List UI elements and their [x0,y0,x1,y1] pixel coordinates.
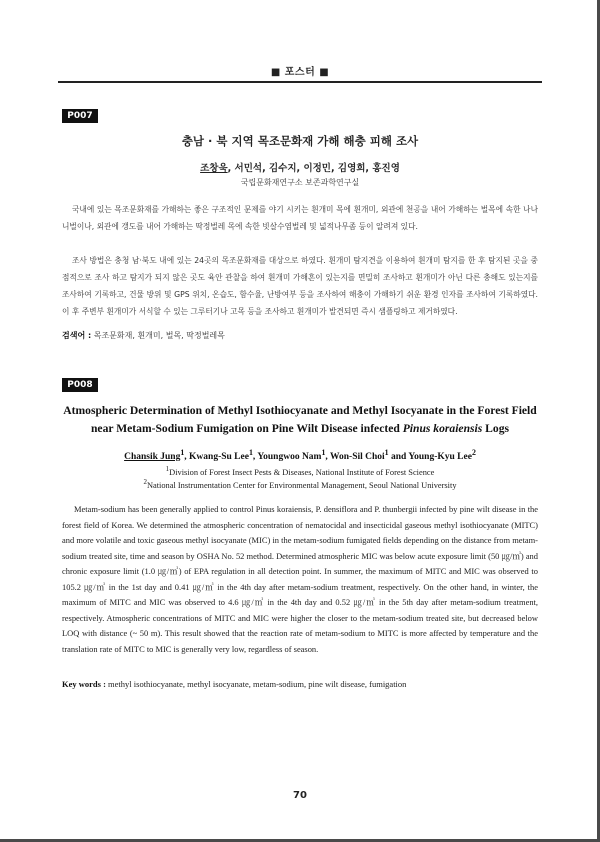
presenting-author: 조창욱 [200,163,228,174]
poster-authors: Chansik Jung$^1$, Kwang-Su Lee$^1$, Youngwoo Nam$^1$, Won-Sil Choi$^1$ and Young-Kyu Lee$^2$ [124,448,476,463]
affil-marker: 1 [180,448,185,457]
title-line: near Metam-Sodium Fumigation on Pine Wilt Disease infected Pinus koraiensis Logs [90,422,510,435]
abstract-paragraph: 국내에 있는 목조문화재를 가해하는 좋은 구조적인 문제를 야기 시키는 흰개미 목에 흰개미, 외관에 천공을 내어 가해하는 벌목에 속한 나나니벌이나, 외관에 갱도를 내어 가해하는 딱정벌레 목에 속한 빗살수염벌레 및 넓적나무좀 등이 알려져 있다. [62,205,538,231]
keywords-label: Key words : [62,679,106,689]
title-line: Atmospheric Determination of Methyl Isothiocyanate and Methyl Isocyanate in the Forest Field [63,404,537,417]
affiliation: $^2$National Instrumentation Center for Environmental Management, Seoul National University [143,478,457,490]
affil-marker: 2 [471,448,476,457]
affil-marker: 1 [384,448,389,457]
presenting-author: Chansik Jung [124,452,181,463]
abstract-paragraph: 조사 방법은 충청 남·북도 내에 있는 24곳의 목조문화재를 대상으로 하였다. 흰개미 탐지견을 이용하여 흰개미 탐지를 한 후 탐지된 곳을 중점적으로 조사 하고 탐지가 되지 않은 곳도 육안 관찰을 하여 흰개미 가해흔이 있는지를 면밀히 조사하고 흰개미가 아닌 다른 충해도 있는지를 조사하여 기록하고, 건물 방위 및 GPS 위치, 온습도, 함수율, 난방여부 등을 조사하여 해충이 가해하기 쉬운 환경 인자를 조사하여 기록하였다. 이 후 주변부 흰개미가 서식할 수 있는 그루터기나 고목 등을 조사하고 흰개미가 발견되면 즉시 샘플링하고 제거하였다. [62,256,538,316]
keywords-label: 검색어 : [62,331,92,340]
co-authors: , 서민석, 김수지, 이정민, 김영희, 홍진영 [227,163,400,174]
keywords [62,330,225,341]
keywords-list: 목조문화재, 흰개미, 벌목, 딱정벌레목 [91,331,225,340]
page-number: 70 [293,790,307,801]
header-rule [58,81,542,83]
poster-title: 충남 · 북 지역 목조문화재 가해 해충 피해 조사 [181,134,419,148]
poster-title [62,402,538,438]
species-name: Pinus koraiensis [402,422,483,435]
co-author: Won-Sil Choi [330,452,385,463]
affil-marker: 1 [321,448,326,457]
affil-marker: 2 [143,478,147,486]
section-header: ■ 포스터 ■ [270,67,330,78]
poster-affiliation: 국립문화재연구소 보존과학연구실 [240,178,360,187]
affil-marker: 1 [248,448,253,457]
keywords-list: methyl isothiocyanate, methyl isocyanate, metam-sodium, pine wilt disease, fumigation [105,679,407,689]
abstract-paragraph: Metam-sodium has been generally applied to control Pinus koraiensis, P. densiflora and P. thunbergii infected by pine wilt disease in the forest field of Korea. We determined the atmospheric concentration of nematocidal and insecticidal gaseous methyl isothiocyanate (MITC) and more volatile and toxic gaseous methyl isocyanate (MIC) in the metam-sodium fumigated fields depending on the distance from metam-sodium treated site, time and season by OSHA No. 52 method. Determined atmospheric MIC was below acute exposure limit (50 ㎍/㎥) and chronic exposure limit (1.0 ㎍/㎥) of EPA regulation in all detection point. In summer, the maximum of MITC and MIC was observed to 105.2 ㎍/㎥ in the 1st day and 0.41 ㎍/㎥ in the 4th day after metam-sodium treatment, respectively. On the other hand, in winter, the maximum of MITC and MIC was observed to 4.6 ㎍/㎥ in the 4th day and 0.52 ㎍/㎥ in the 5th day after metam-sodium treatment, respectively. Atmospheric concentrations of MITC and MIC were higher the closer to the metam-sodium treated site, but decreased below LOQ with distance (~ 50 m). This result showed that the reaction rate of metam-sodium to MITC is more affected by temperature and the translation rate of MITC to MIC is generally very low, regardless of season. [62,504,538,654]
affil-marker: 1 [165,465,170,473]
keywords [62,679,406,689]
poster-authors [0,160,600,174]
co-author: Young-Kyu Lee [408,452,472,463]
affiliation: $^1$Division of Forest Insect Pests & Diseases, National Institute of Forest Science [165,465,435,477]
poster-id-badge: P008 [62,378,98,392]
co-author: Youngwoo Nam [257,452,322,463]
co-author: Kwang-Su Lee [189,452,249,463]
poster-id-badge: P007 [62,109,98,123]
